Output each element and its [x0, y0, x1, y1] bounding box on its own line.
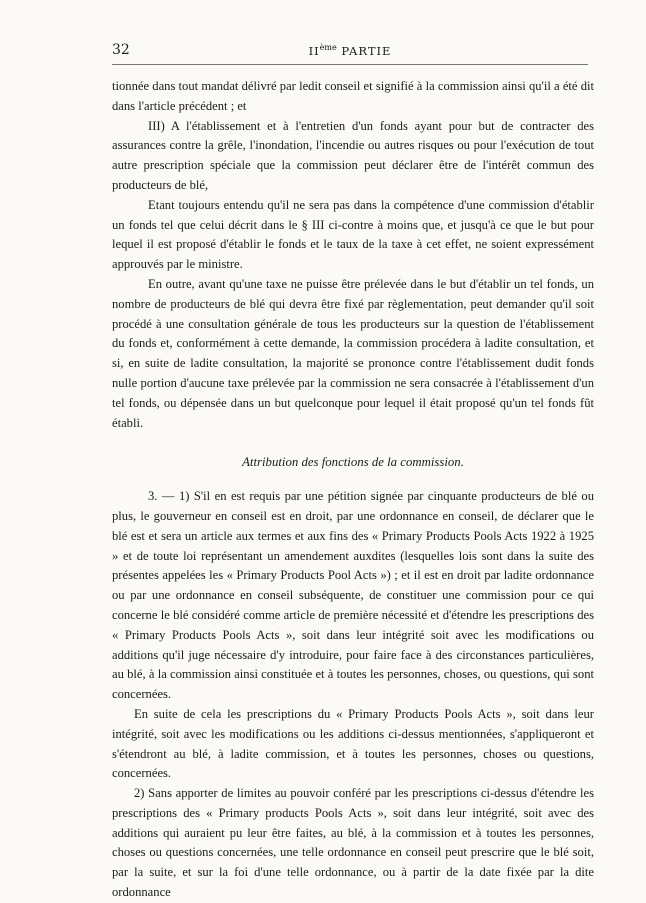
section-title: Attribution des fonctions de la commission. — [242, 455, 464, 470]
paragraph-proviso: Etant toujours entendu qu'il ne sera pas dans la compétence d'une commission d'établir un fonds tel que celui décrit dans le § III ci-contre à moins que, et jusqu'à ce que le but pour lequel il est proposé d'établir le fonds et le taux de la taxe à cet effet, ne soient expressément approuvés par le ministre. — [112, 197, 594, 272]
page-number: 32 — [112, 42, 130, 58]
paragraph-2: 2) Sans apporter de limites au pouvoir conféré par les prescriptions ci-dessus d'étendre les prescriptions des « Primary products Pools Acts », soit dans leur intégrité, soit avec des additions qui auraient pu leur être faites, au blé, à la commission et à toutes les personnes, choses ou questions concernées, une telle ordonnance en conseil peut prescrire que le blé soit, par la suite, et sur la foi d'une telle ordonnance, ou à partir de la date fixée par la dite ordonnance — [112, 786, 594, 900]
part-word: PARTIE — [336, 43, 392, 58]
part-prefix: II — [308, 43, 320, 58]
body-text — [112, 77, 594, 903]
part-superscript: ème — [319, 43, 337, 52]
running-head — [112, 43, 588, 58]
paragraph-continuation: tionnée dans tout mandat délivré par ledit conseil et signifié à la commission ainsi qu'il a été dit dans l'article précédent ; et — [112, 79, 594, 113]
paragraph-article-3: 3. — 1) S'il en est requis par une pétition signée par cinquante producteurs de blé ou plus, le gouverneur en conseil est en droit, par une ordonnance en conseil, de déclarer que le blé est et sera un article aux termes et aux fins des « Primary Products Pools Acts 1922 à 1925 » et de toute loi représentant un amendement auxdites (lesquelles lois sont dans la suite des présentes appelées les « Primary Products Pool Acts ») ; et il est en droit par ladite ordonnance ou par une ordonnance en conseil subséquente, de constituer une commission pour ce qui concerne le blé considéré comme article de première nécessité et d'étendre les prescriptions des « Primary Products Pools Acts », soit dans leur intégrité soit avec les modifications ou additions qu'il juge nécessaire d'y introduire, pour faire face à des circonstances particulières, au blé, à la commission ainsi constituée et à toutes les personnes, choses, ou questions, qui sont concernées. — [112, 489, 594, 702]
paragraph-clause-iii: III) A l'établissement et à l'entretien d'un fonds ayant pour but de contracter des assurances contre la grêle, l'inondation, l'incendie ou autres risques ou pour l'exécution de tout autre prescription spéciale que la commission peut déclarer être de l'intérêt commun des producteurs de blé, — [112, 118, 594, 192]
paragraph-consultation: En outre, avant qu'une taxe ne puisse être prélevée dans le but d'établir un tel fonds, un nombre de producteurs de blé qui devra être fixé par règlementation, peut demander qu'il soit procédé à une consultation générale de tous les producteurs sur la question de l'établissement du fonds et, conformément à cette demande, la commission procédera à ladite consultation, et si, en suite de ladite consultation, la majorité se prononce contre l'établissement dudit fonds nulle portion d'aucune taxe prélevée par la commission ne sera consacrée à l'établissement d'un tel fonds, ou dépensée dans un but quelconque pour lequel il était proposé qu'un tel fonds fût établi. — [112, 276, 594, 430]
page-header — [112, 38, 588, 65]
paragraph-application: En suite de cela les prescriptions du « Primary Products Pools Acts », soit dans leur intégrité, soit avec les modifications ou les additions ci-dessus mentionnées, s'appliqueront et s'étendront au blé, à ladite commission, et à toutes les personnes, choses ou questions, concernées. — [112, 706, 594, 781]
